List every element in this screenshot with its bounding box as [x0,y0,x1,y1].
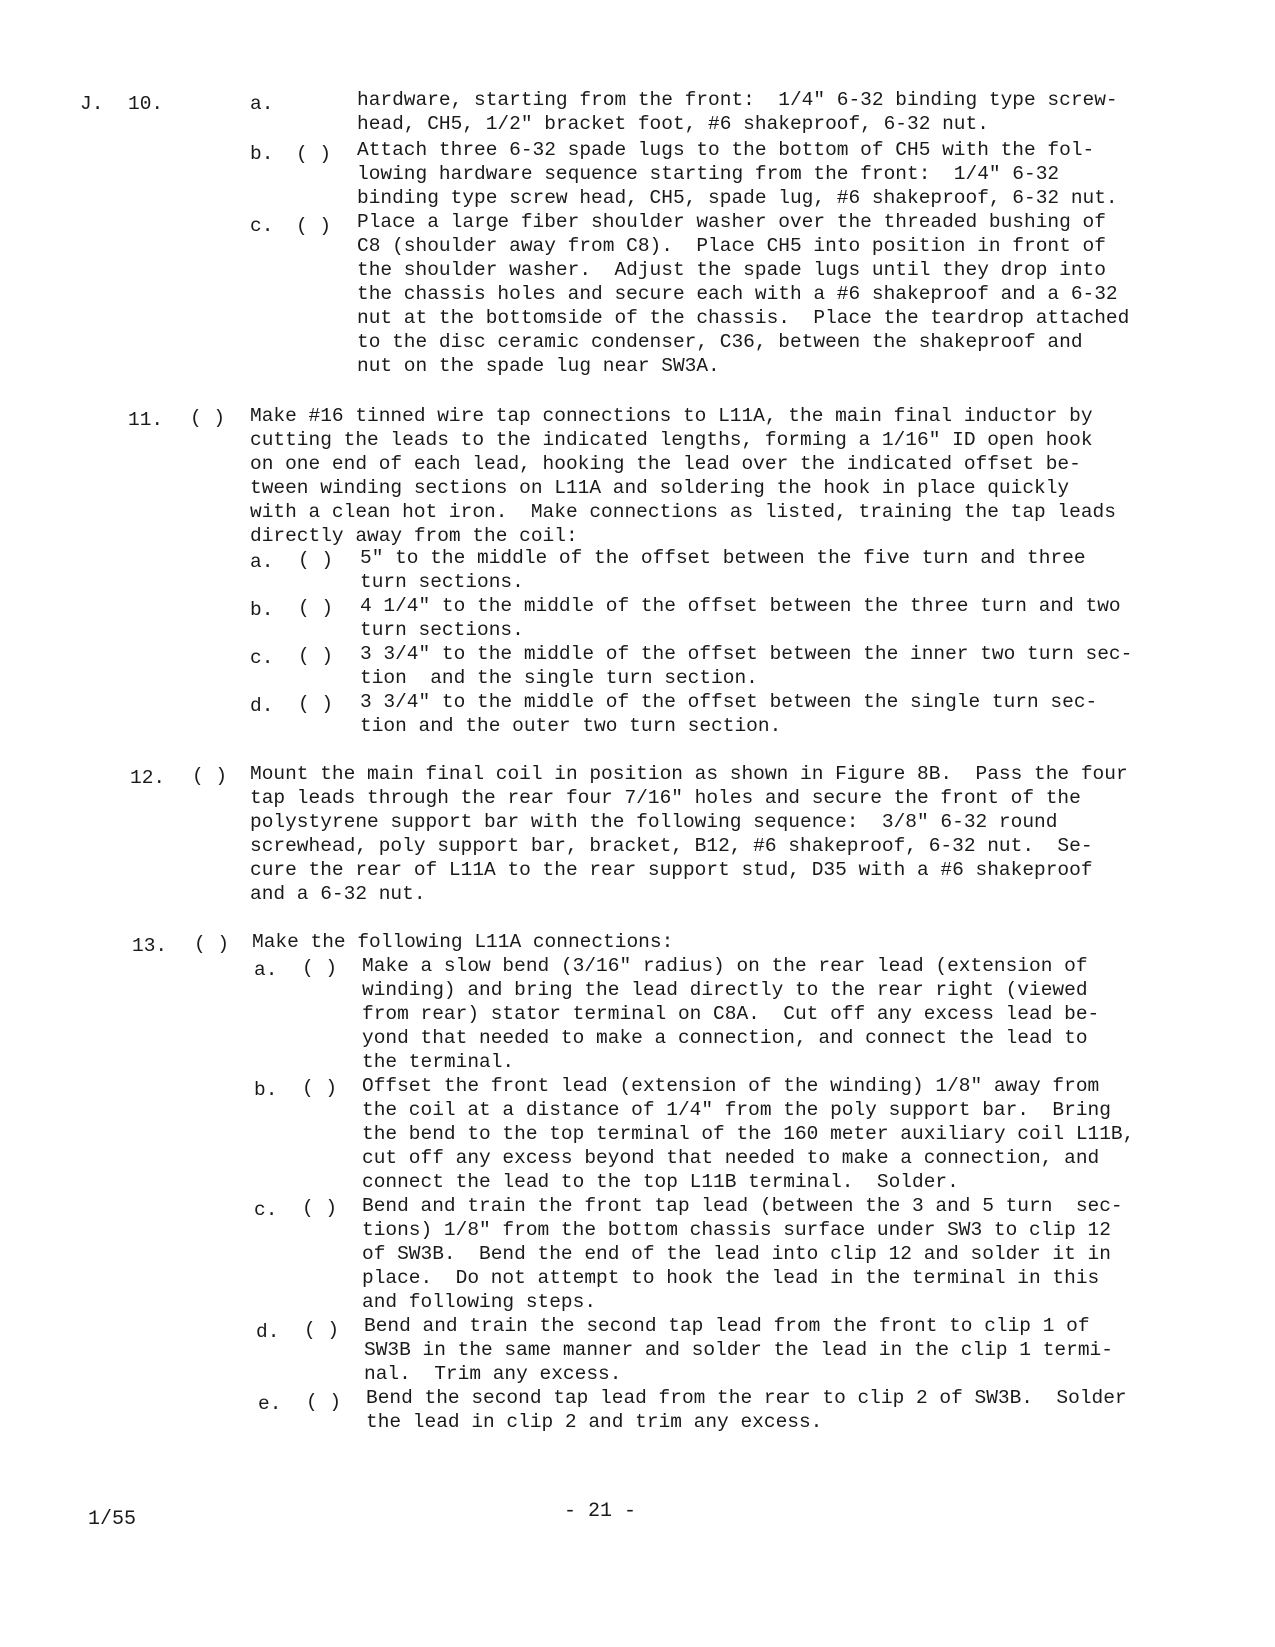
text-line: turn sections. [360,619,524,641]
text-line: head, CH5, 1/2" bracket foot, #6 shakeproof, 6-32 nut. [357,113,989,135]
text-line: tions) 1/8" from the bottom chassis surface under SW3 to clip 12 [362,1219,1111,1241]
text-line: and a 6-32 nut. [250,883,426,905]
text-line: from rear) stator terminal on C8A. Cut off any excess lead be- [362,1003,1100,1025]
text-line: turn sections. [360,571,524,593]
checkbox[interactable]: ( ) [302,1197,338,1219]
substep-label: c. [250,215,274,237]
text-line: the bend to the top terminal of the 160 meter auxiliary coil L11B, [362,1123,1135,1145]
substep-label: d. [256,1321,280,1343]
text-line: the coil at a distance of 1/4" from the poly support bar. Bring [362,1099,1111,1121]
substep-label: a. [250,93,274,115]
text-line: C8 (shoulder away from C8). Place CH5 into position in front of [357,235,1106,257]
page-number: - 21 - [564,1500,637,1523]
text-line: the lead in clip 2 and trim any excess. [366,1411,823,1433]
text-line: directly away from the coil: [250,525,578,547]
text-line: Place a large fiber shoulder washer over the threaded bushing of [357,211,1106,233]
step-number: 11. [128,409,164,431]
checkbox[interactable]: ( ) [302,1077,338,1099]
text-line: winding) and bring the lead directly to the rear right (viewed [362,979,1088,1001]
text-line: Make a slow bend (3/16" radius) on the rear lead (extension of [362,955,1088,977]
text-line: cutting the leads to the indicated lengths, forming a 1/16" ID open hook [250,429,1093,451]
text-line: Offset the front lead (extension of the winding) 1/8" away from [362,1075,1100,1097]
checkbox[interactable]: ( ) [190,407,226,429]
checkbox[interactable]: ( ) [298,645,334,667]
text-line: the terminal. [362,1051,515,1073]
substep-label: d. [250,695,274,717]
substep-label: b. [250,599,274,621]
text-line: Make #16 tinned wire tap connections to L11A, the main final inductor by [250,405,1093,427]
section-letter: J. [80,93,104,115]
checkbox[interactable]: ( ) [306,1391,342,1413]
text-line: yond that needed to make a connection, and connect the lead to [362,1027,1088,1049]
text-line: tween winding sections on L11A and soldering the hook in place quickly [250,477,1070,499]
text-line: polystyrene support bar with the following sequence: 3/8" 6-32 round [250,811,1058,833]
substep-label: a. [250,551,274,573]
text-line: cure the rear of L11A to the rear support stud, D35 with a #6 shakeproof [250,859,1093,881]
checkbox[interactable]: ( ) [304,1319,340,1341]
checkbox[interactable]: ( ) [192,765,228,787]
text-line: lowing hardware sequence starting from the front: 1/4" 6-32 [357,163,1060,185]
text-line: 4 1/4" to the middle of the offset between the three turn and two [360,595,1121,617]
text-line: the shoulder washer. Adjust the spade lugs until they drop into [357,259,1106,281]
text-line: binding type screw head, CH5, spade lug, #6 shakeproof, 6-32 nut. [357,187,1118,209]
step-number: 10. [128,93,164,115]
text-line: 5" to the middle of the offset between the five turn and three [360,547,1086,569]
step-number: 13. [132,935,168,957]
substep-label: c. [254,1199,278,1221]
text-line: screwhead, poly support bar, bracket, B12, #6 shakeproof, 6-32 nut. Se- [250,835,1093,857]
text-line: on one end of each lead, hooking the lead over the indicated offset be- [250,453,1081,475]
checkbox[interactable]: ( ) [298,693,334,715]
text-line: Bend and train the front tap lead (between the 3 and 5 turn sec- [362,1195,1123,1217]
text-line: tion and the single turn section. [360,667,758,689]
substep-label: b. [254,1079,278,1101]
substep-label: c. [250,647,274,669]
text-line: 3 3/4" to the middle of the offset between the single turn sec- [360,691,1098,713]
checkbox[interactable]: ( ) [296,143,332,165]
text-line: nut on the spade lug near SW3A. [357,355,720,377]
checkbox[interactable]: ( ) [296,215,332,237]
checkbox[interactable]: ( ) [298,597,334,619]
text-line: and following steps. [362,1291,597,1313]
text-line: connect the lead to the top L11B terminal. Solder. [362,1171,959,1193]
text-line: 3 3/4" to the middle of the offset between the inner two turn sec- [360,643,1133,665]
substep-label: e. [258,1393,282,1415]
substep-label: a. [254,959,278,981]
text-line: the chassis holes and secure each with a #6 shakeproof and a 6-32 [357,283,1118,305]
text-line: cut off any excess beyond that needed to make a connection, and [362,1147,1100,1169]
text-line: to the disc ceramic condenser, C36, between the shakeproof and [357,331,1083,353]
text-line: Mount the main final coil in position as shown in Figure 8B. Pass the four [250,763,1128,785]
checkbox[interactable]: ( ) [194,933,230,955]
text-line: Attach three 6-32 spade lugs to the bottom of CH5 with the fol- [357,139,1095,161]
text-line: Make the following L11A connections: [252,931,674,953]
checkbox[interactable]: ( ) [302,957,338,979]
checkbox[interactable]: ( ) [298,549,334,571]
substep-label: b. [250,143,274,165]
text-line: Bend the second tap lead from the rear to clip 2 of SW3B. Solder [366,1387,1127,1409]
text-line: Bend and train the second tap lead from the front to clip 1 of [364,1315,1090,1337]
text-line: SW3B in the same manner and solder the lead in the clip 1 termi- [364,1339,1113,1361]
text-line: place. Do not attempt to hook the lead in the terminal in this [362,1267,1100,1289]
text-line: of SW3B. Bend the end of the lead into clip 12 and solder it in [362,1243,1111,1265]
footer-date: 1/55 [88,1508,137,1531]
step-number: 12. [130,767,166,789]
text-line: tap leads through the rear four 7/16" holes and secure the front of the [250,787,1081,809]
text-line: tion and the outer two turn section. [360,715,782,737]
text-line: nut at the bottomside of the chassis. Place the teardrop attached [357,307,1130,329]
text-line: with a clean hot iron. Make connections as listed, training the tap leads [250,501,1116,523]
text-line: nal. Trim any excess. [364,1363,622,1385]
text-line: hardware, starting from the front: 1/4" 6-32 binding type screw- [357,89,1118,111]
